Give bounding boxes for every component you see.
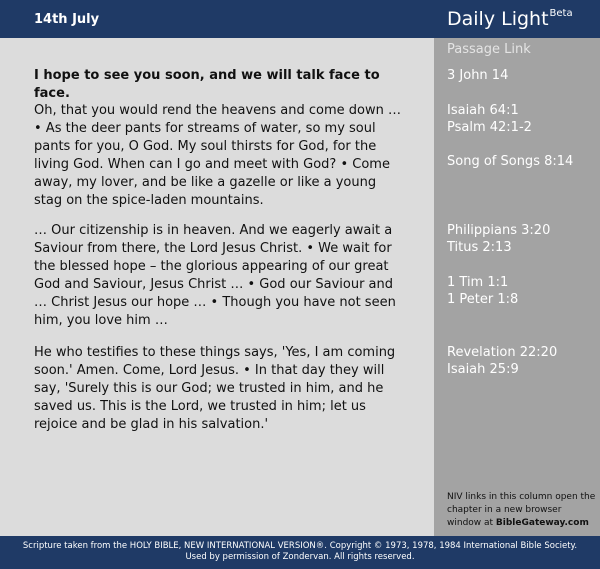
- copyright-footer: [0, 536, 600, 569]
- biblegateway-link[interactable]: BibleGateway.com: [495, 518, 589, 528]
- page-date: 14th July: [34, 12, 100, 27]
- header-bar: [0, 0, 600, 38]
- sidebar-note-text: NIV links in this column open the chapter in a new browser window at: [447, 492, 596, 528]
- passage-link-3-john-14[interactable]: 3 John 14: [447, 68, 509, 83]
- passage-link-isaiah-25-9[interactable]: Isaiah 25:9: [447, 362, 519, 377]
- passage-link-revelation-22-20[interactable]: Revelation 22:20: [447, 345, 558, 360]
- passage-link-1-peter-1-8[interactable]: 1 Peter 1:8: [447, 292, 519, 307]
- copyright-line-2: Used by permission of Zondervan. All rights reserved.: [185, 552, 415, 562]
- passage-sidebar: [434, 38, 600, 536]
- sidebar-note: [447, 491, 597, 530]
- passage-link-titus-2-13[interactable]: Titus 2:13: [447, 240, 512, 255]
- passage-link-song-of-songs-8-14[interactable]: Song of Songs 8:14: [447, 154, 574, 169]
- reading-panel: [0, 38, 434, 536]
- passage-link-isaiah-64-1[interactable]: Isaiah 64:1: [447, 103, 519, 118]
- passage-link-label: Passage Link: [447, 42, 531, 57]
- beta-badge: Beta: [549, 7, 573, 19]
- reading-paragraph-2: … Our citizenship is in heaven. And we eagerly await a Saviour from there, the Lord Jesus Christ. • We wait for the blessed hope – the glorious appearing of our great God and Saviour, Jesus Christ … • God our Saviour and … Christ Jesus our hope … • Though you have not seen him, you love him …: [34, 223, 396, 328]
- app-title-text: Daily Light: [447, 8, 549, 30]
- passage-link-psalm-42-1-2[interactable]: Psalm 42:1-2: [447, 120, 532, 135]
- reading-heading: I hope to see you soon, and we will talk face to face.: [34, 68, 380, 101]
- reading-paragraph-3: He who testifies to these things says, 'Yes, I am coming soon.' Amen. Come, Lord Jesus. • In that day they will say, 'Surely this is our God; we trusted in him, and he saved us. This is the Lord, we trusted in him; let us rejoice and be glad in his salvation.': [34, 345, 396, 432]
- copyright-line-1: Scripture taken from the HOLY BIBLE, NEW INTERNATIONAL VERSION®. Copyright © 1973, 1978, 1984 International Bible Society.: [22, 541, 578, 551]
- app-title: [447, 8, 573, 30]
- passage-link-philippians-3-20[interactable]: Philippians 3:20: [447, 223, 551, 238]
- reading-paragraph-1: Oh, that you would rend the heavens and come down … • As the deer pants for streams of water, so my soul pants for you, O God. My soul thirsts for God, for the living God. When can I go and meet with God? • Come away, my lover, and be like a gazelle or like a young stag on the spice-laden mountains.: [34, 103, 401, 208]
- passage-link-1-tim-1-1[interactable]: 1 Tim 1:1: [447, 275, 509, 290]
